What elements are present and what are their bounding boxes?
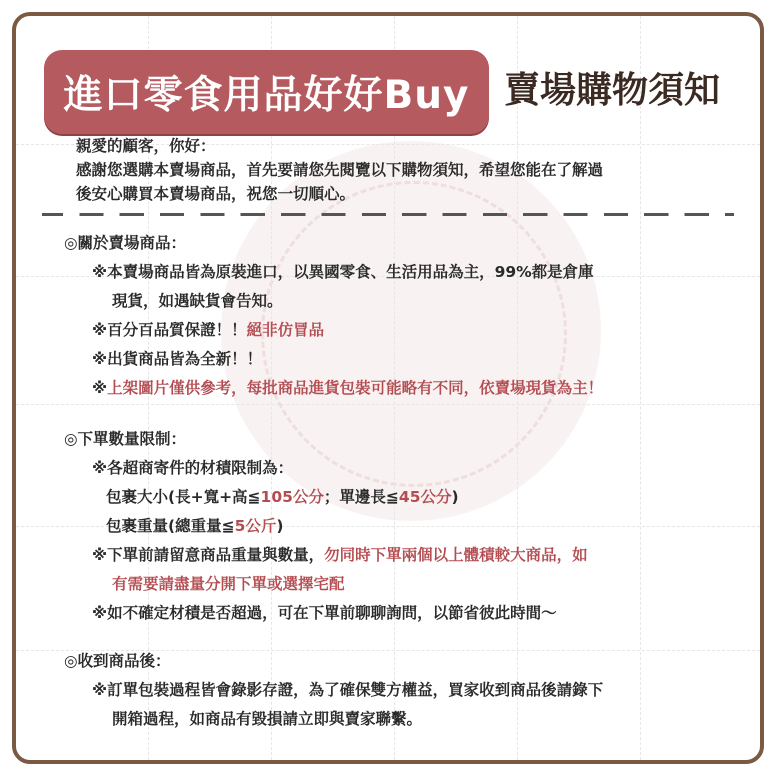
list-item bbox=[64, 541, 764, 599]
item-highlight: 有需要請盡量分開下單或選擇宅配 bbox=[112, 575, 345, 593]
item-text: ※下單前請留意商品重量與數量， bbox=[92, 546, 325, 564]
section-title: ◎下單數量限制： bbox=[64, 430, 187, 448]
item-text: ；單邊長≦ bbox=[323, 488, 399, 506]
section-order-limits bbox=[64, 424, 764, 628]
package-weight-limit bbox=[64, 512, 764, 541]
item-text: 包裹大小(長+寬+高≦ bbox=[106, 488, 261, 506]
shop-name: 進口零食用品好好Buy bbox=[63, 73, 470, 118]
greeting-line: 後安心購買本賣場商品，祝您一切順心。 bbox=[76, 185, 356, 203]
item-text: 開箱過程，如商品有毀損請立即與賣家聯繫。 bbox=[112, 710, 423, 728]
package-size-limit bbox=[64, 483, 764, 512]
item-text: 現貨，如遇缺貨會告知。 bbox=[112, 292, 283, 310]
item-text: ※ bbox=[92, 379, 108, 397]
list-item: ※出貨商品皆為全新！！ bbox=[92, 350, 263, 368]
item-highlight: 45公分 bbox=[398, 488, 452, 506]
item-text: ※百分百品質保證！！ bbox=[92, 321, 247, 339]
list-item bbox=[64, 374, 764, 403]
list-item: ※各超商寄件的材積限制為： bbox=[92, 459, 294, 477]
page-title: 賣場購物須知 bbox=[504, 70, 721, 111]
section-title: ◎收到商品後： bbox=[64, 652, 171, 670]
greeting-text bbox=[76, 134, 756, 206]
item-highlight: 上架圖片僅供參考，每批商品進貨包裝可能略有不同，依賣場現貨為主！ bbox=[107, 379, 604, 397]
item-highlight: 5公斤 bbox=[234, 517, 277, 535]
list-item bbox=[64, 676, 764, 734]
section-after-receipt bbox=[64, 646, 764, 734]
grid-line bbox=[16, 404, 760, 405]
dashed-divider bbox=[42, 213, 734, 216]
list-item: ※如不確定材積是否超過，可在下單前聊聊詢問，以節省彼此時間～ bbox=[92, 604, 557, 622]
item-text: ) bbox=[451, 488, 459, 506]
item-highlight: 絕非仿冒品 bbox=[246, 321, 325, 339]
list-item bbox=[64, 258, 764, 316]
item-highlight: 105公分 bbox=[260, 488, 324, 506]
item-text: ※訂單包裝過程皆會錄影存證，為了確保雙方權益，買家收到商品後請錄下 bbox=[92, 681, 604, 699]
greeting-line: 親愛的顧客，你好： bbox=[76, 137, 216, 155]
section-title: ◎關於賣場商品： bbox=[64, 234, 187, 252]
greeting-line: 感謝您選購本賣場商品，首先要請您先閱覽以下購物須知，希望您能在了解過 bbox=[76, 161, 604, 179]
shop-name-banner bbox=[44, 50, 489, 134]
notice-card bbox=[12, 12, 764, 764]
item-text: 包裹重量(總重量≦ bbox=[106, 517, 235, 535]
item-text: ※本賣場商品皆為原裝進口，以異國零食、生活用品為主，99%都是倉庫 bbox=[92, 263, 594, 281]
item-text: ) bbox=[276, 517, 284, 535]
section-products bbox=[64, 228, 764, 403]
item-highlight: 勿同時下單兩個以上體積較大商品，如 bbox=[324, 546, 588, 564]
list-item bbox=[64, 316, 764, 345]
